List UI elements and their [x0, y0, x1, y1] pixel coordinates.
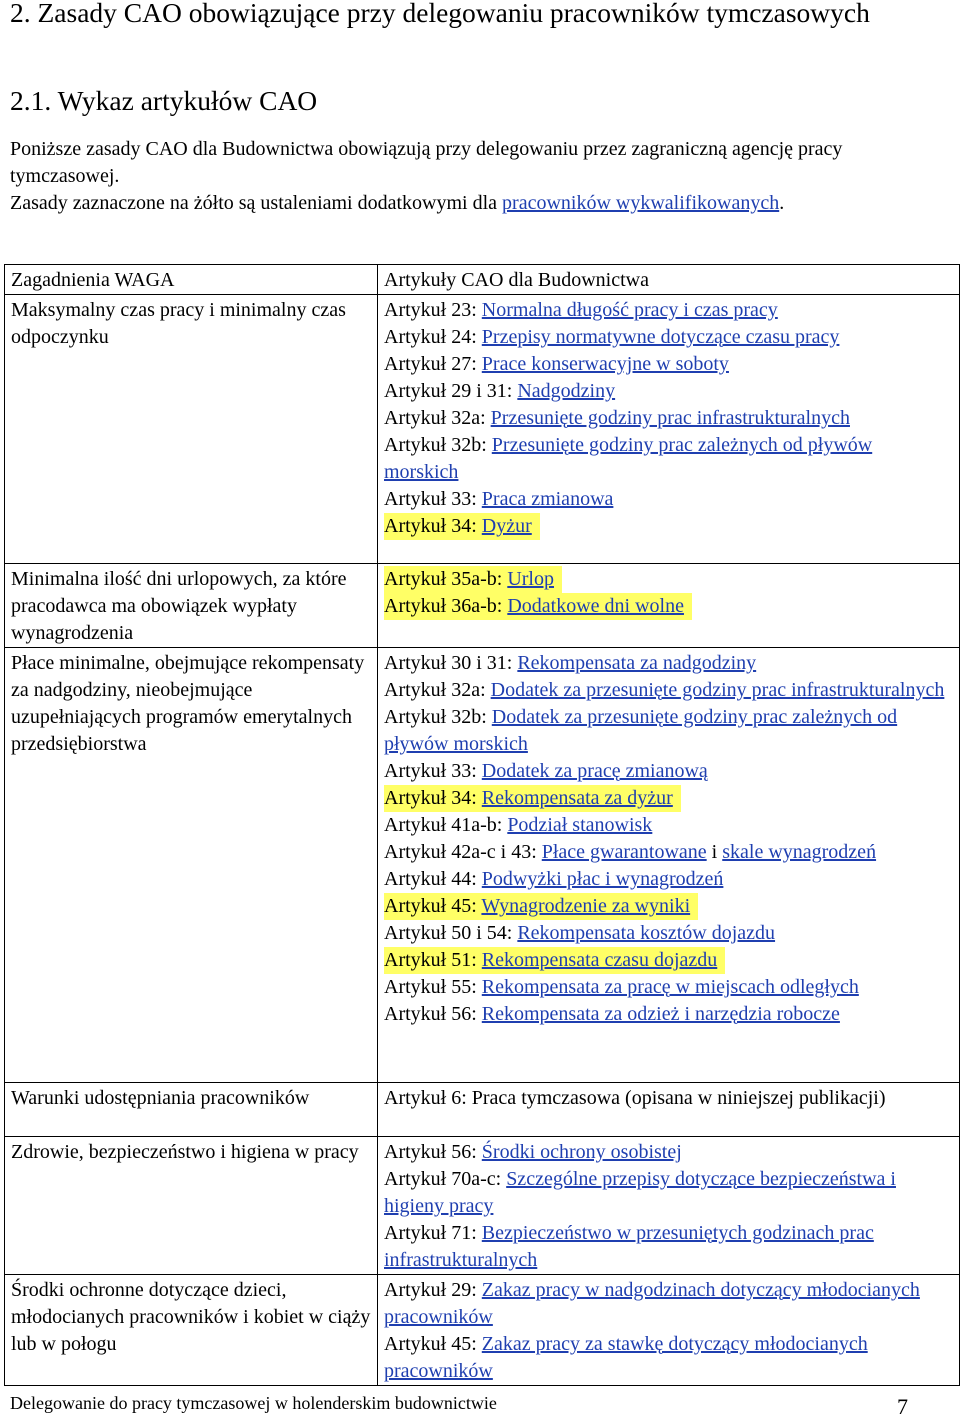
articles-cell	[378, 564, 960, 648]
table-row	[5, 564, 960, 648]
article-entry	[384, 1001, 848, 1028]
article-number: Artykuł 42a-c i 43:	[384, 841, 542, 863]
article-number: Artykuł 56:	[384, 1141, 482, 1163]
topic-cell: Warunki udostępniania pracowników	[5, 1083, 378, 1137]
intro-line-2-text: Zasady zaznaczone na żółto są ustaleniami dodatkowymi dla	[10, 192, 503, 214]
article-entry	[384, 1220, 953, 1274]
topic-cell: Płace minimalne, obejmujące rekompensaty za nadgodziny, nieobejmujące uzupełniających programów emerytalnych przedsiębiorstwa	[5, 648, 378, 1083]
article-number: Artykuł 34:	[384, 515, 482, 537]
article-link[interactable]: Rekompensata za odzież i narzędzia robocze	[481, 1003, 840, 1025]
article-number: Artykuł 32a:	[384, 679, 491, 701]
article-entry	[384, 1277, 953, 1331]
article-entry	[384, 593, 692, 620]
article-link[interactable]: Zakaz pracy za stawkę dotyczący młodocianych pracowników	[384, 1333, 868, 1382]
article-entry	[384, 566, 562, 593]
article-entry	[384, 405, 858, 432]
article-entry	[384, 974, 867, 1001]
article-link[interactable]: Podwyżki płac i wynagrodzeń	[481, 868, 724, 890]
article-number: Artykuł 56:	[384, 1003, 482, 1025]
intro-paragraph	[10, 136, 940, 217]
article-link[interactable]: Przesunięte godziny prac zależnych od pływów morskich	[384, 434, 873, 483]
article-number: Artykuł 32b:	[384, 706, 492, 728]
article-entry	[384, 1166, 953, 1220]
article-link[interactable]: Przepisy normatywne dotyczące czasu pracy	[481, 326, 840, 348]
article-number: Artykuł 41a-b:	[384, 814, 508, 836]
article-entry	[384, 704, 953, 758]
article-entry	[384, 513, 540, 540]
articles-cell	[378, 295, 960, 564]
table-row	[5, 1083, 960, 1137]
article-entry	[384, 839, 884, 866]
intro-line-1: Poniższe zasady CAO dla Budownictwa obowiązują przy delegowaniu przez zagraniczną agencję pracy tymczasowej.	[10, 138, 843, 187]
topic-cell: Zdrowie, bezpieczeństwo i higiena w pracy	[5, 1137, 378, 1275]
subsection-heading: 2.1. Wykaz artykułów CAO	[10, 85, 318, 116]
article-entry	[384, 947, 725, 974]
article-link[interactable]: Dodatkowe dni wolne	[507, 595, 684, 617]
article-number: Artykuł 45:	[384, 895, 482, 917]
article-link[interactable]: Normalna długość pracy i czas pracy	[481, 299, 778, 321]
article-number: Artykuł 71:	[384, 1222, 482, 1244]
article-link[interactable]: Przesunięte godziny prac infrastrukturalnych	[490, 407, 850, 429]
page-number: 7	[897, 1394, 908, 1419]
articles-cell	[378, 1083, 960, 1137]
cao-articles-table	[4, 264, 960, 1386]
section-heading: 2. Zasady CAO obowiązujące przy delegowaniu pracowników tymczasowych	[10, 0, 870, 28]
article-entry	[384, 785, 681, 812]
article-entry	[384, 758, 716, 785]
article-entry	[384, 351, 737, 378]
article-entry	[384, 297, 786, 324]
article-entry	[384, 378, 623, 405]
article-number: Artykuł 55:	[384, 976, 482, 998]
article-link[interactable]: Środki ochrony osobistej	[481, 1141, 682, 1163]
article-number: Artykuł 35a-b:	[384, 568, 508, 590]
page-footer: Delegowanie do pracy tymczasowej w holenderskim budownictwie	[10, 1393, 497, 1413]
article-number: Artykuł 44:	[384, 868, 482, 890]
table-row	[5, 1137, 960, 1275]
article-number: Artykuł 33:	[384, 760, 482, 782]
article-number: Artykuł 32a:	[384, 407, 491, 429]
article-number: Artykuł 30 i 31:	[384, 652, 518, 674]
article-link[interactable]: Wynagrodzenie za wyniki	[481, 895, 691, 917]
topic-cell: Środki ochronne dotyczące dzieci, młodocianych pracowników i kobiet w ciąży lub w połogu	[5, 1275, 378, 1386]
article-link[interactable]: Rekompensata za pracę w miejscach odległych	[481, 976, 859, 998]
article-entry	[384, 1139, 690, 1166]
article-number: Artykuł 33:	[384, 488, 482, 510]
articles-cell	[378, 1275, 960, 1386]
article-link[interactable]: Rekompensata czasu dojazdu	[481, 949, 718, 971]
article-link[interactable]: Praca zmianowa	[481, 488, 614, 510]
articles-cell	[378, 648, 960, 1083]
article-link[interactable]: Rekompensata kosztów dojazdu	[517, 922, 776, 944]
article-entry	[384, 866, 731, 893]
articles-cell	[378, 1137, 960, 1275]
article-link[interactable]: Szczególne przepisy dotyczące bezpieczeństwa i higieny pracy	[384, 1168, 896, 1217]
article-entry	[384, 432, 953, 486]
article-number: Artykuł 29:	[384, 1279, 482, 1301]
article-link[interactable]: Dodatek za przesunięte godziny prac zależnych od pływów morskich	[384, 706, 898, 755]
article-link[interactable]: Prace konserwacyjne w soboty	[481, 353, 729, 375]
article-entry	[384, 324, 847, 351]
article-entry	[384, 486, 621, 513]
article-number: Artykuł 51:	[384, 949, 482, 971]
article-link[interactable]: Nadgodziny	[517, 380, 616, 402]
article-link[interactable]: Rekompensata za nadgodziny	[517, 652, 757, 674]
article-link[interactable]: Urlop	[507, 568, 554, 590]
header-cell-articles: Artykuły CAO dla Budownictwa	[378, 265, 960, 295]
article-link[interactable]: Dodatek za pracę zmianową	[481, 760, 708, 782]
skilled-workers-link[interactable]: pracowników wykwalifikowanych	[502, 192, 780, 214]
article-number: Artykuł 23:	[384, 299, 482, 321]
article-entry	[384, 812, 660, 839]
article-link[interactable]: Bezpieczeństwo w przesuniętych godzinach prac infrastrukturalnych	[384, 1222, 874, 1271]
article-number: Artykuł 6: Praca tymczasowa (opisana w niniejszej publikacji)	[384, 1087, 886, 1109]
intro-line-2	[10, 190, 940, 217]
article-entry	[384, 920, 783, 947]
article-link[interactable]: Zakaz pracy w nadgodzinach dotyczący młodocianych pracowników	[384, 1279, 920, 1328]
table-row	[5, 648, 960, 1083]
article-number: Artykuł 32b:	[384, 434, 492, 456]
article-entry	[384, 1331, 953, 1385]
article-link[interactable]: Płace gwarantowane	[541, 841, 707, 863]
article-link[interactable]: Podział stanowisk	[507, 814, 653, 836]
article-entry	[384, 677, 952, 704]
intro-line-2-end: .	[779, 192, 785, 214]
article-link[interactable]: Rekompensata za dyżur	[481, 787, 673, 809]
article-number: Artykuł 24:	[384, 326, 482, 348]
article-number: Artykuł 34:	[384, 787, 482, 809]
article-number: Artykuł 50 i 54:	[384, 922, 518, 944]
topic-cell: Minimalna ilość dni urlopowych, za które pracodawca ma obowiązek wypłaty wynagrodzenia	[5, 564, 378, 648]
article-link[interactable]: Dyżur	[481, 515, 532, 537]
article-number: Artykuł 29 i 31:	[384, 380, 518, 402]
article-entry	[384, 1085, 894, 1112]
article-entry	[384, 650, 764, 677]
article-connector: i	[706, 841, 723, 863]
article-number: Artykuł 70a-c:	[384, 1168, 507, 1190]
topic-cell: Maksymalny czas pracy i minimalny czas odpoczynku	[5, 295, 378, 564]
table-header-row	[5, 265, 960, 295]
article-number: Artykuł 36a-b:	[384, 595, 508, 617]
table-body	[5, 265, 960, 1386]
article-number: Artykuł 27:	[384, 353, 482, 375]
table-row	[5, 1275, 960, 1386]
article-entry	[384, 893, 698, 920]
article-number: Artykuł 45:	[384, 1333, 482, 1355]
article-link[interactable]: skale wynagrodzeń	[722, 841, 877, 863]
table-row	[5, 295, 960, 564]
article-link[interactable]: Dodatek za przesunięte godziny prac infrastrukturalnych	[490, 679, 945, 701]
header-cell-topics: Zagadnienia WAGA	[5, 265, 378, 295]
